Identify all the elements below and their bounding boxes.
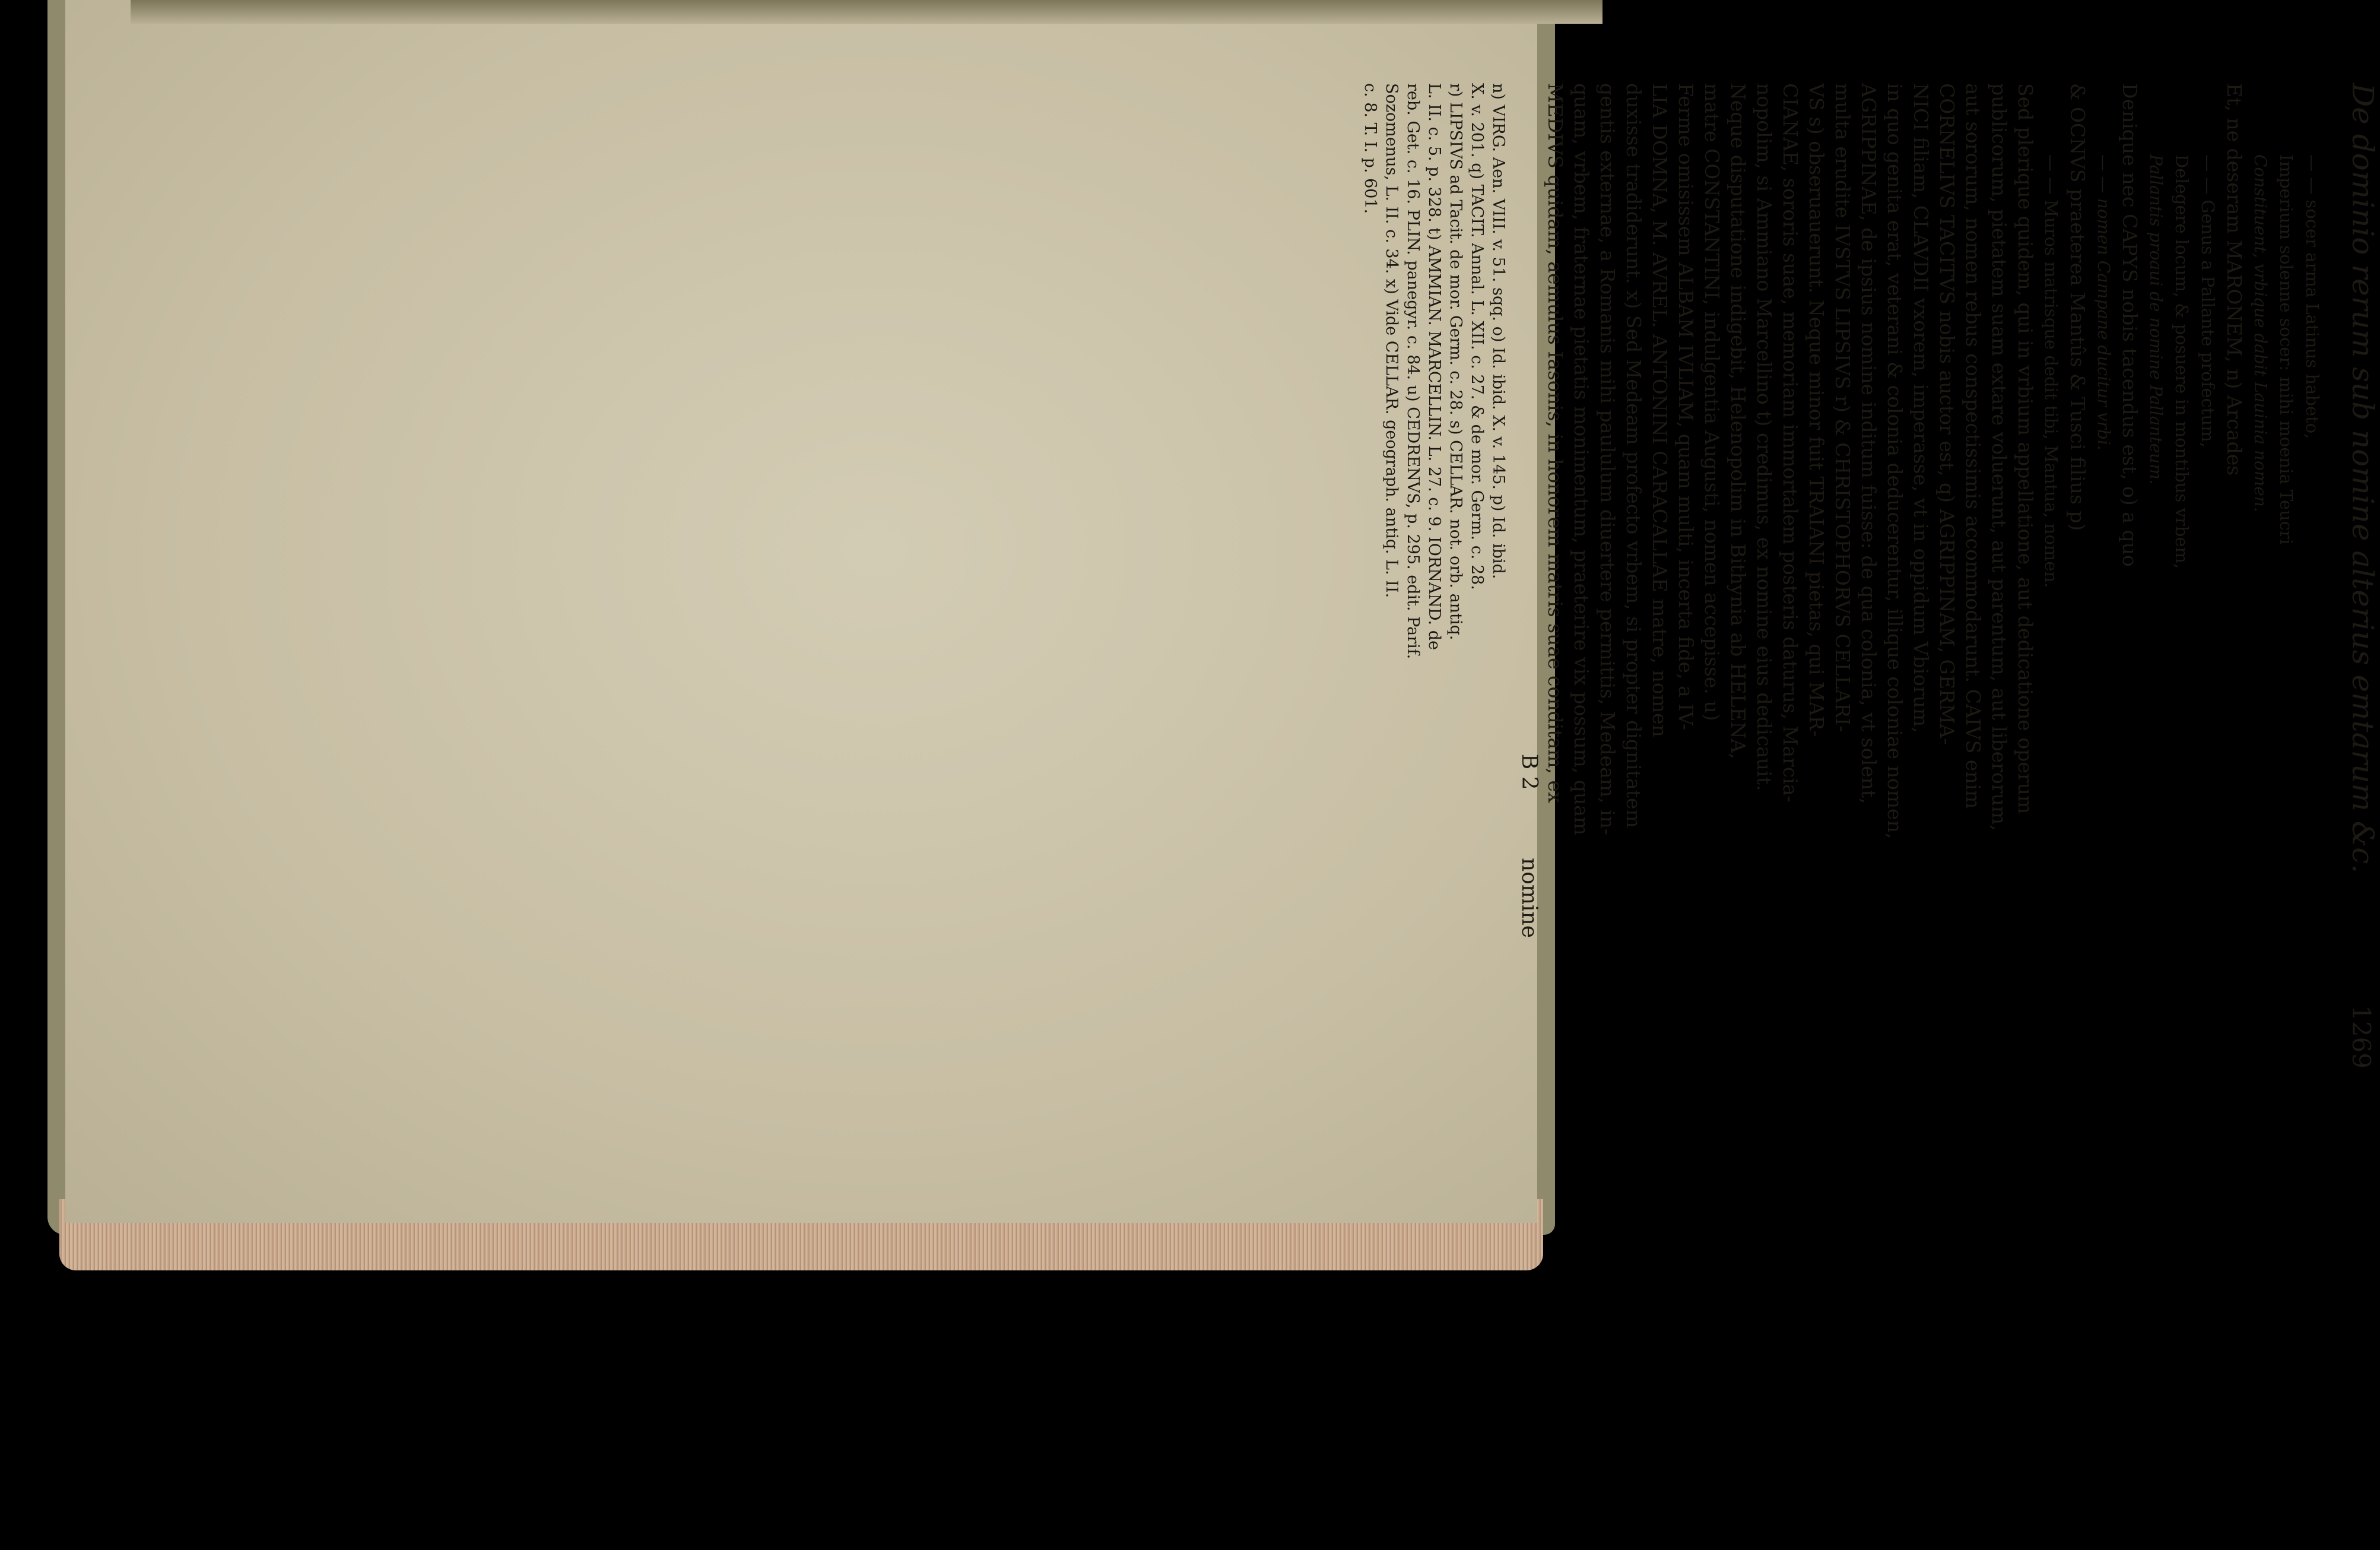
body-line: multa erudite IVSTVS LIPSIVS r) & CHRISTOPHORVS CELLARI- xyxy=(1831,83,1854,733)
running-header xyxy=(2346,83,2380,1069)
body-line: matre CONSTANTINI, indulgentia Augusti, nomen accepisse. u) xyxy=(1700,83,1724,721)
body-line: AGRIPPINAE, de ipsius nomine inditum fuisse: de qua colonia, vt solent, xyxy=(1857,83,1880,804)
body-line: LIA DOMNA, M. AVREL. ANTONINI CARACALLAE matre, nomen xyxy=(1648,83,1671,737)
body-line: aut sororum, nomen rebus conspectissimis accommodarunt. CAIVS enim xyxy=(1962,83,1985,809)
body-line: gentis externae, a Romanis mihi paululum diuertere permittis, Medeam, in- xyxy=(1596,83,1619,835)
footnote-line: Sozomenus, L. II. c. 34. x) Vide CELLAR. geograph. antiq. L. II. xyxy=(1382,83,1401,598)
signature-and-catchword xyxy=(1516,83,1542,1069)
verse-line: Delegere locum, & posuere in montibus vrbem, xyxy=(2172,154,2192,569)
rotated-text-frame xyxy=(1361,83,2380,1069)
body-line: nopolim, si Ammiano Marcellino t) credimus, ex nomine eius dedicauit. xyxy=(1753,83,1776,791)
body-line: VS s) obseruauerunt. Neque minor fuit TRAIANI pietas, qui MAR- xyxy=(1805,83,1828,737)
body-line: CIANAE, sororis suae, memoriam immortalem posteris daturus, Marcia- xyxy=(1779,83,1802,803)
page-gutter xyxy=(131,0,1602,24)
body-line: CORNELIVS TACITVS nobis auctor est, q) AGRIPPINAM, GERMA- xyxy=(1935,83,1959,745)
body-line: duxisse tradiderunt. x) Sed Medeam profecto vrbem, si propter dignitatem xyxy=(1622,83,1645,828)
body-line: Sed plerique quidem, qui in vrbium appellatione, aut dedicatione operum xyxy=(2014,83,2037,814)
verse-line: — — Genus a Pallante profectum, xyxy=(2198,154,2218,448)
verse-line: Imperium solenne socer: mihi moenia Teucri xyxy=(2276,154,2296,545)
verse-line: — — nomen Campane ducitur vrbi. xyxy=(2094,154,2114,451)
catchword: nomine xyxy=(1517,858,1541,938)
footnote-line: n) VIRG. Aen. VIII. v. 51. sqq. o) Id. ibid. X. v. 145. p) Id. ibid. xyxy=(1489,83,1508,579)
body-line: Neque disputatione indigebit, Helenopolim in Bithynia ab HELENA, xyxy=(1727,83,1750,759)
body-line: Et, ne deseram MARONEM, n) Arcades xyxy=(2223,83,2246,476)
verse-line: — — Muros matrisque dedit tibi, Mantua, nomen. xyxy=(2041,154,2061,588)
signature-mark: B 2 xyxy=(1517,753,1541,790)
text-block xyxy=(1361,83,2380,1069)
page-number: 1269 xyxy=(2347,1005,2376,1069)
body-line: in quo genita erat, veterani & colonia deducerentur, illique coloniae nomen, xyxy=(1883,83,1906,839)
verse-line: Constituent, vrbique dabit Lauinia nomen. xyxy=(2251,154,2270,512)
footnote-line: L. II. c. 5. p. 328. t) AMMIAN. MARCELLIN. L. 27. c. 9. IORNAND. de xyxy=(1425,83,1443,651)
footnote-line: reb. Get. c. 16. PLIN. panegyr. c. 84. u) CEDRENVS, p. 295. edit. Parif. xyxy=(1404,83,1422,660)
footnote-line: X. v. 201. q) TACIT. Annal. L. XII. c. 27. & de mor. Germ. c. 28. xyxy=(1468,83,1486,590)
footnote-line: c. 8. T. I. p. 601. xyxy=(1361,83,1379,214)
book-page xyxy=(65,0,1537,1223)
footnotes xyxy=(1359,83,1509,1069)
verse-line: — — socer arma Latinus habeto, xyxy=(2302,154,2322,439)
body-line: publicorum, pietatem suam extare voluerunt, aut parentum, aut liberorum, xyxy=(1988,83,2011,831)
body-line: Denique nec CAPYS nobis tacendus est, o) a quo xyxy=(2118,83,2141,567)
body-line: NICI filiam, CLAVDII vxorem, imperasse, vt in oppidum Vbiorum, xyxy=(1909,83,1932,733)
footnote-line: r) LIPSIVS ad Tacit. de mor. Germ. c. 28. s) CELLAR. not. orb. antiq. xyxy=(1446,83,1465,641)
body-line: MEDIVS quidam, aemulus Iasonis, in honorem matris suae conditam, ex xyxy=(1544,83,1567,803)
running-head-title: De dominio rerum sub nomine alterius emtarum &c. xyxy=(2346,83,2380,874)
body-line: Ferme omisissem ALBAM IVLIAM, quam multi, incerta fide, a IV- xyxy=(1674,83,1697,731)
body-line: quam, vrbem, fraternae pietatis monimentum, praeterire vix possum, quam xyxy=(1570,83,1593,836)
body-line: & OCNVS praeterea Mantûs & Tusci filius p) xyxy=(2066,83,2089,531)
verse-line: Pallantis proaui de nomine Pallanteum. xyxy=(2146,154,2166,485)
